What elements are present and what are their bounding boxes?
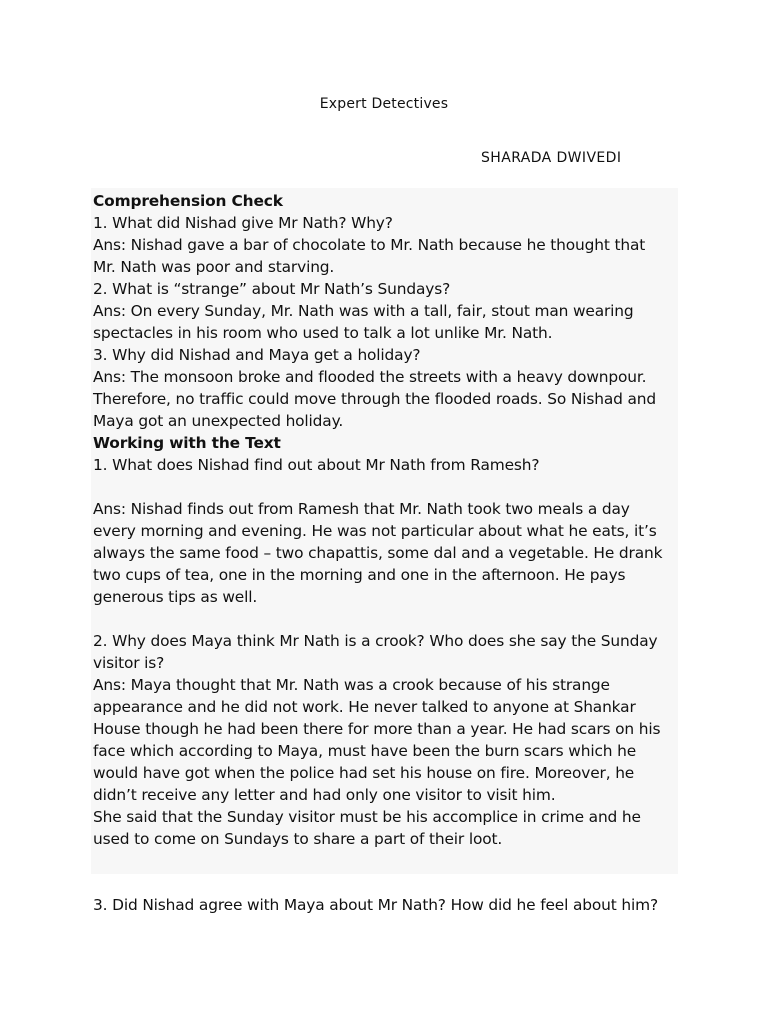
text-line: 2. What is “strange” about Mr Nath’s Sundays? [93, 280, 451, 298]
text-line: 1. What did Nishad give Mr Nath? Why? [93, 214, 393, 232]
author-name: SHARADA DWIVEDI [481, 150, 622, 166]
answer-1-line: always the same food – two chapattis, some dal and a vegetable. He drank [93, 544, 663, 562]
paragraph-gap [93, 608, 683, 630]
answer-2-line: appearance and he did not work. He never talked to anyone at Shankar [93, 698, 636, 716]
text-line: Ans: The monsoon broke and flooded the streets with a heavy downpour. [93, 368, 647, 386]
answer-1-line: Ans: Nishad finds out from Ramesh that Mr. Nath took two meals a day [93, 500, 630, 518]
question-3: 3. Did Nishad agree with Maya about Mr Nath? How did he feel about him? [93, 896, 658, 914]
section-heading-working-with-text: Working with the Text [93, 434, 281, 452]
section-heading-comprehension: Comprehension Check [93, 192, 283, 210]
text-line: Ans: Nishad gave a bar of chocolate to Mr. Nath because he thought that [93, 236, 646, 254]
text-line: spectacles in his room who used to talk a lot unlike Mr. Nath. [93, 324, 553, 342]
answer-1-line: two cups of tea, one in the morning and one in the afternoon. He pays [93, 566, 626, 584]
answer-2-line: would have got when the police had set his house on fire. Moreover, he [93, 764, 635, 782]
answer-2-line: didn’t receive any letter and had only one visitor to visit him. [93, 786, 556, 804]
answer-1-line: every morning and evening. He was not particular about what he eats, it’s [93, 522, 657, 540]
question-2-line: visitor is? [93, 654, 165, 672]
document-title: Expert Detectives [319, 96, 449, 112]
text-line: 3. Why did Nishad and Maya get a holiday? [93, 346, 421, 364]
answer-2-line: She said that the Sunday visitor must be his accomplice in crime and he [93, 808, 641, 826]
answer-2-line: Ans: Maya thought that Mr. Nath was a crook because of his strange [93, 676, 610, 694]
text-line: Maya got an unexpected holiday. [93, 412, 344, 430]
answer-1-line: generous tips as well. [93, 588, 258, 606]
document-body [93, 190, 683, 916]
text-line: Ans: On every Sunday, Mr. Nath was with a tall, fair, stout man wearing [93, 302, 634, 320]
answer-2-line: used to come on Sundays to share a part of their loot. [93, 830, 503, 848]
paragraph-gap [93, 476, 683, 498]
text-line: Mr. Nath was poor and starving. [93, 258, 335, 276]
text-line: Therefore, no traffic could move through the flooded roads. So Nishad and [93, 390, 657, 408]
question-1: 1. What does Nishad find out about Mr Nath from Ramesh? [93, 456, 540, 474]
answer-2-line: House though he had been there for more than a year. He had scars on his [93, 720, 661, 738]
question-2-line: 2. Why does Maya think Mr Nath is a crook? Who does she say the Sunday [93, 632, 658, 650]
paragraph-gap [93, 850, 683, 894]
answer-2-line: face which according to Maya, must have been the burn scars which he [93, 742, 637, 760]
